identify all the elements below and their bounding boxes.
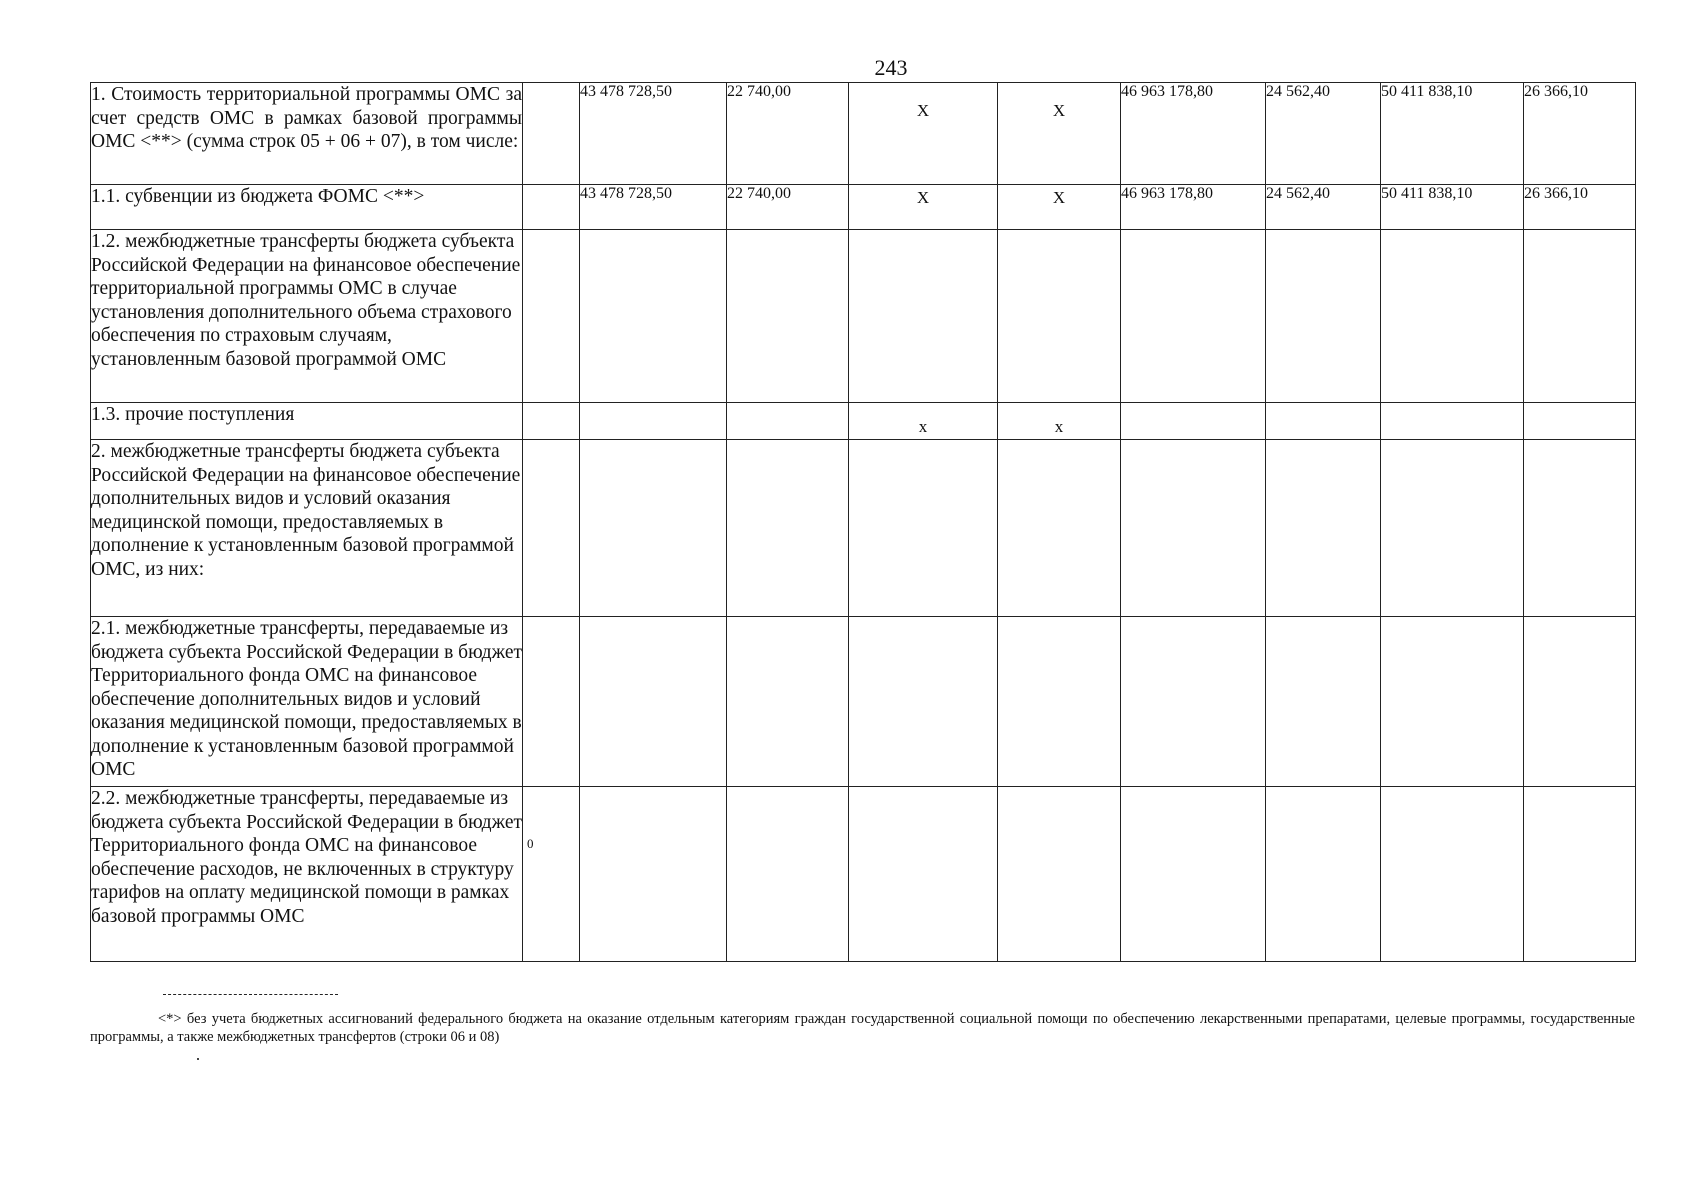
table-cell — [523, 230, 580, 403]
table-cell: X — [998, 185, 1121, 230]
table-cell — [1266, 787, 1381, 962]
table-cell: x — [849, 403, 998, 440]
table-cell — [1381, 440, 1524, 617]
table-cell — [523, 617, 580, 787]
table-cell — [523, 185, 580, 230]
footnote: <*> без учета бюджетных ассигнований федерального бюджета на оказание отдельным категориям граждан государственной социальной помощи по обеспечению лекарственными препаратами, целевые программы, государственные программы, а также межбюджетных трансфертов (строки 06 и 08) — [90, 1011, 1635, 1045]
table-cell — [727, 230, 849, 403]
table-row — [91, 617, 1636, 787]
table-cell: 22 740,00 — [727, 83, 849, 185]
table-cell — [998, 617, 1121, 787]
table-cell — [1266, 403, 1381, 440]
table-cell: x — [998, 403, 1121, 440]
table-cell — [1121, 617, 1266, 787]
table-cell — [1524, 403, 1636, 440]
table-cell — [727, 617, 849, 787]
table-cell: 24 562,40 — [1266, 83, 1381, 185]
table-cell: 43 478 728,50 — [580, 83, 727, 185]
table-cell — [1381, 617, 1524, 787]
table-cell — [1266, 617, 1381, 787]
table-row — [91, 787, 1636, 962]
table-cell — [1524, 787, 1636, 962]
table-cell — [727, 403, 849, 440]
table-cell — [1266, 440, 1381, 617]
row-label: 2.1. межбюджетные трансферты, передаваемые из бюджета субъекта Российской Федерации в бюджет Территориального фонда ОМС на финансовое обеспечение дополнительных видов и условий оказания медицинской помощи, предоставляемых в дополнение к установленным базовой программой ОМС — [91, 617, 523, 787]
table-cell — [523, 787, 580, 962]
table-cell: 26 366,10 — [1524, 185, 1636, 230]
table-cell — [1381, 787, 1524, 962]
table-cell — [1121, 440, 1266, 617]
scan-dot — [197, 1058, 199, 1060]
row-label: 1.2. межбюджетные трансферты бюджета субъекта Российской Федерации на финансовое обеспечение территориальной программы ОМС в случае установления дополнительного объема страхового обеспечения по страховым случаям, установленным базовой программой ОМС — [91, 230, 523, 403]
table-cell: 50 411 838,10 — [1381, 185, 1524, 230]
row-label: 1.3. прочие поступления — [91, 403, 523, 440]
table-cell — [580, 440, 727, 617]
table-cell — [849, 787, 998, 962]
table-cell: X — [849, 83, 998, 185]
table-cell: 24 562,40 — [1266, 185, 1381, 230]
table-cell — [1524, 617, 1636, 787]
table-cell: 46 963 178,80 — [1121, 185, 1266, 230]
table-cell — [727, 787, 849, 962]
table-cell — [580, 230, 727, 403]
table-cell — [727, 440, 849, 617]
table-cell — [580, 617, 727, 787]
table-cell — [523, 403, 580, 440]
table-cell: X — [998, 83, 1121, 185]
table-cell — [1266, 230, 1381, 403]
page-number: 243 — [874, 55, 908, 80]
table-row — [91, 185, 1636, 230]
table-cell: 22 740,00 — [727, 185, 849, 230]
financing-table — [90, 82, 1636, 962]
table-cell: 43 478 728,50 — [580, 185, 727, 230]
row-label: 1.1. субвенции из бюджета ФОМС <**> — [91, 185, 523, 230]
table-cell — [580, 403, 727, 440]
table-row — [91, 83, 1636, 185]
table-cell — [1524, 440, 1636, 617]
table-cell — [1121, 787, 1266, 962]
table-cell — [998, 787, 1121, 962]
table-cell — [998, 230, 1121, 403]
row-label: 2.2. межбюджетные трансферты, передаваемые из бюджета субъекта Российской Федерации в бюджет Территориального фонда ОМС на финансовое обеспечение расходов, не включенных в структуру тарифов на оплату медицинской помощи в рамках базовой программы ОМС — [91, 787, 523, 962]
table-cell — [998, 440, 1121, 617]
table-row — [91, 230, 1636, 403]
table-cell — [523, 83, 580, 185]
table-cell: 50 411 838,10 — [1381, 83, 1524, 185]
table-cell: 26 366,10 — [1524, 83, 1636, 185]
table-cell — [1121, 403, 1266, 440]
table-row — [91, 403, 1636, 440]
footnote-divider — [163, 994, 338, 995]
table-cell — [1121, 230, 1266, 403]
table-cell — [849, 617, 998, 787]
stray-mark: 0 — [527, 836, 534, 851]
table-cell — [523, 440, 580, 617]
table-cell — [1381, 230, 1524, 403]
table-cell: X — [849, 185, 998, 230]
row-label: 2. межбюджетные трансферты бюджета субъекта Российской Федерации на финансовое обеспечение дополнительных видов и условий оказания медицинской помощи, предоставляемых в дополнение к установленным базовой программой ОМС, из них: — [91, 440, 523, 617]
row-label: 1. Стоимость территориальной программы ОМС за счет средств ОМС в рамках базовой программы ОМС <**> (сумма строк 05 + 06 + 07), в том числе: — [91, 83, 523, 185]
table-cell — [1381, 403, 1524, 440]
table-cell — [849, 230, 998, 403]
table-cell — [1524, 230, 1636, 403]
table-row — [91, 440, 1636, 617]
table-cell — [580, 787, 727, 962]
table-cell — [849, 440, 998, 617]
table-cell: 46 963 178,80 — [1121, 83, 1266, 185]
